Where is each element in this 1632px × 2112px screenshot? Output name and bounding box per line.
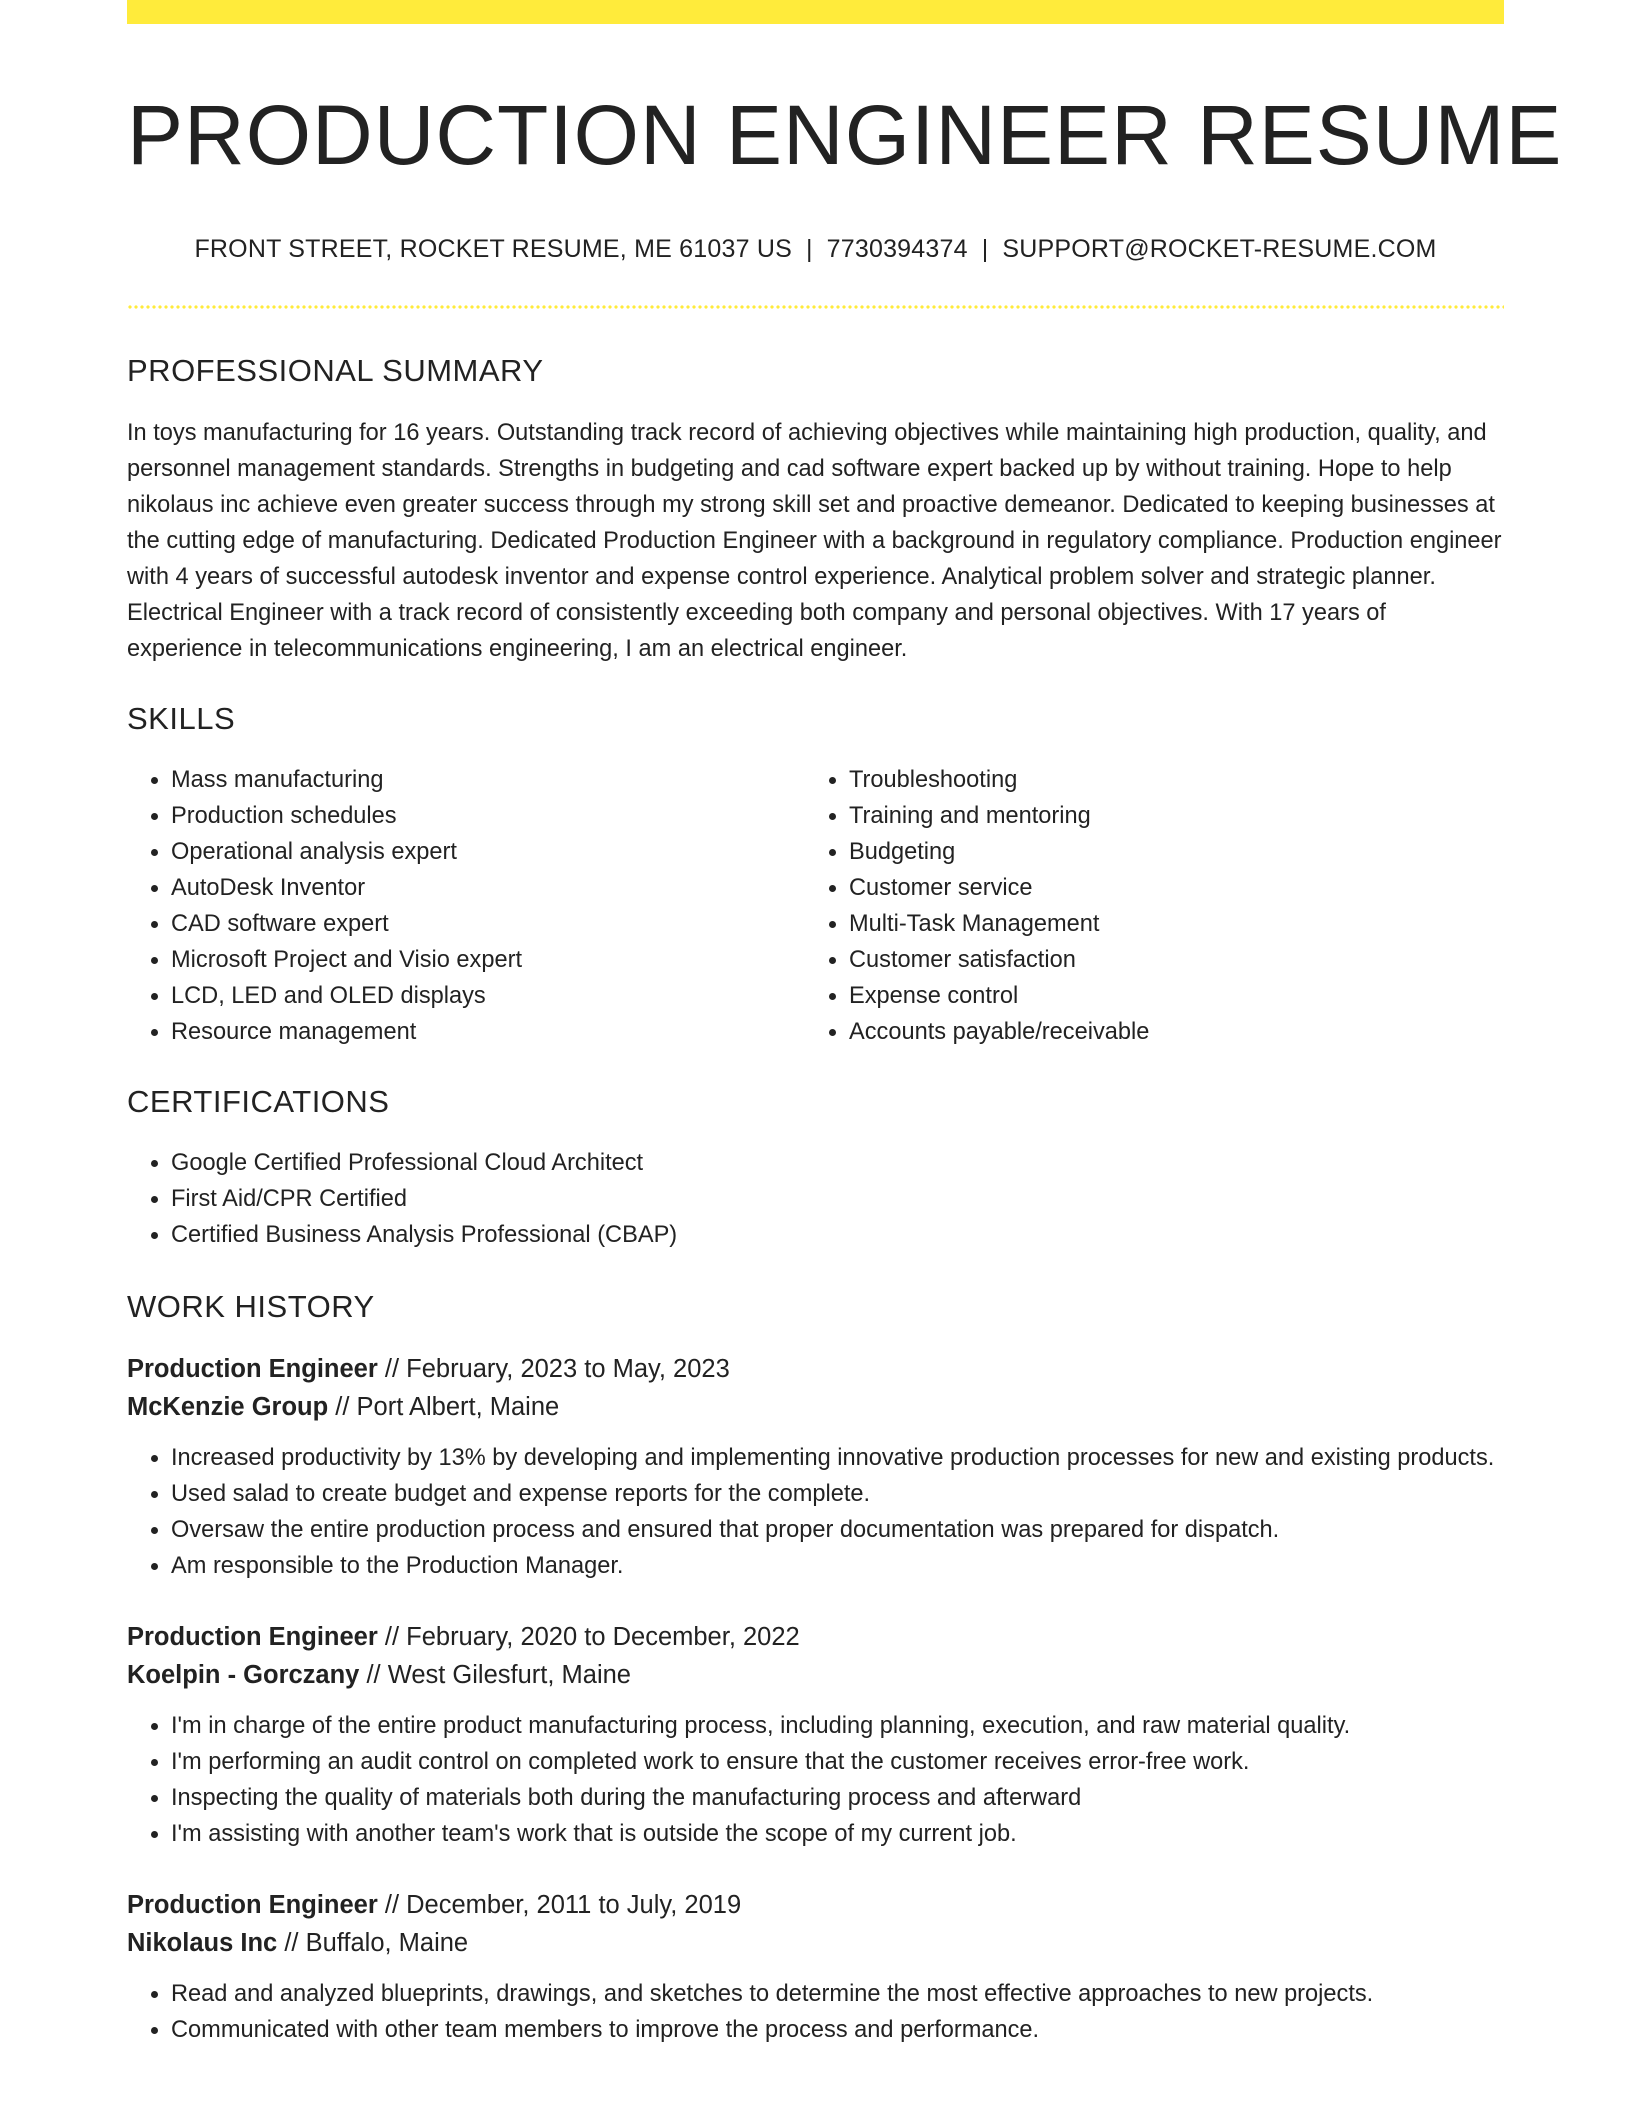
certifications-list (127, 1145, 1504, 1253)
job-bullet: • Read and analyzed blueprints, drawings, and sketches to determine the most effective approaches to new projects. (171, 1976, 1504, 2012)
skill-item: • AutoDesk Inventor (171, 870, 805, 906)
job-dates: // December, 2011 to July, 2019 (384, 1891, 742, 1919)
section-heading-certifications: CERTIFICATIONS (127, 1084, 390, 1119)
skill-item: • Training and mentoring (849, 798, 1483, 834)
skill-item: • Multi-Task Management (849, 906, 1483, 942)
job-bullet: • I'm assisting with another team's work that is outside the scope of my current job. (171, 1816, 1504, 1852)
contact-separator: | (981, 235, 989, 263)
job-entry (127, 1618, 1504, 1852)
job-bullets (127, 1708, 1504, 1852)
job-title-line (127, 1350, 1504, 1388)
certification-item: • Google Certified Professional Cloud Architect (171, 1145, 1504, 1181)
contact-line (127, 234, 1504, 264)
job-bullet: • Increased productivity by 13% by developing and implementing innovative production processes for new and existing products. (171, 1440, 1504, 1476)
dotted-divider (127, 305, 1504, 309)
job-company-line (127, 1924, 1504, 1962)
skills-list-right (805, 762, 1483, 1050)
contact-email: SUPPORT@ROCKET-RESUME.COM (1002, 235, 1437, 263)
skill-item: • Expense control (849, 978, 1483, 1014)
skill-item: • Mass manufacturing (171, 762, 805, 798)
skill-item: • Customer service (849, 870, 1483, 906)
job-company: Koelpin - Gorczany (127, 1661, 360, 1689)
contact-address: FRONT STREET, ROCKET RESUME, ME 61037 US (194, 235, 792, 263)
skills-grid (127, 762, 1504, 1050)
skill-item: • LCD, LED and OLED displays (171, 978, 805, 1014)
job-title-line (127, 1618, 1504, 1656)
skill-item: • CAD software expert (171, 906, 805, 942)
job-dates: // February, 2023 to May, 2023 (384, 1355, 730, 1383)
job-bullet: • Inspecting the quality of materials both during the manufacturing process and afterward (171, 1780, 1504, 1816)
job-bullet: • Communicated with other team members to improve the process and performance. (171, 2012, 1504, 2048)
summary-text: In toys manufacturing for 16 years. Outstanding track record of achieving objectives while maintaining high production, quality, and personnel management standards. Strengths in budgeting and cad software expert backed up by without training. Hope to help nikolaus inc achieve even greater success through my strong skill set and proactive demeanor. Dedicated to keeping businesses at the cutting edge of manufacturing. Dedicated Production Engineer with a background in regulatory compliance. Production engineer with 4 years of successful autodesk inventor and expense control experience. Analytical problem solver and strategic planner. Electrical Engineer with a track record of consistently exceeding both company and personal objectives. With 17 years of experience in telecommunications engineering, I am an electrical engineer. (127, 420, 1502, 662)
job-bullet: • I'm in charge of the entire product manufacturing process, including planning, execution, and raw material quality. (171, 1708, 1504, 1744)
job-company-line (127, 1388, 1504, 1426)
contact-phone: 7730394374 (826, 235, 968, 263)
job-bullet: • Oversaw the entire production process and ensured that proper documentation was prepared for dispatch. (171, 1512, 1504, 1548)
accent-top-bar (127, 0, 1504, 24)
skill-item: • Production schedules (171, 798, 805, 834)
job-entry (127, 1886, 1504, 2048)
skills-list-left (127, 762, 805, 1050)
skill-item: • Budgeting (849, 834, 1483, 870)
job-bullets (127, 1440, 1504, 1584)
job-title: Production Engineer (127, 1623, 378, 1651)
section-heading-summary: PROFESSIONAL SUMMARY (127, 353, 544, 388)
skill-item: • Accounts payable/receivable (849, 1014, 1483, 1050)
job-title: Production Engineer (127, 1355, 378, 1383)
job-location: // Buffalo, Maine (284, 1929, 469, 1957)
job-location: // West Gilesfurt, Maine (366, 1661, 631, 1689)
section-heading-skills: SKILLS (127, 701, 236, 736)
job-company: Nikolaus Inc (127, 1929, 278, 1957)
job-bullet: • Used salad to create budget and expense reports for the complete. (171, 1476, 1504, 1512)
job-company-line (127, 1656, 1504, 1694)
job-bullet: • Am responsible to the Production Manager. (171, 1548, 1504, 1584)
certification-item: • Certified Business Analysis Professional (CBAP) (171, 1217, 1504, 1253)
skill-item: • Microsoft Project and Visio expert (171, 942, 805, 978)
section-heading-work-history: WORK HISTORY (127, 1289, 375, 1324)
job-title-line (127, 1886, 1504, 1924)
job-entry (127, 1350, 1504, 1584)
page-title: PRODUCTION ENGINEER RESUME (127, 88, 1563, 182)
job-company: McKenzie Group (127, 1393, 329, 1421)
contact-separator: | (805, 235, 813, 263)
job-bullets (127, 1976, 1504, 2048)
certification-item: • First Aid/CPR Certified (171, 1181, 1504, 1217)
job-location: // Port Albert, Maine (335, 1393, 560, 1421)
skill-item: • Resource management (171, 1014, 805, 1050)
resume-page (127, 0, 1563, 2048)
skill-item: • Operational analysis expert (171, 834, 805, 870)
job-title: Production Engineer (127, 1891, 378, 1919)
job-bullet: • I'm performing an audit control on completed work to ensure that the customer receives error-free work. (171, 1744, 1504, 1780)
job-dates: // February, 2020 to December, 2022 (384, 1623, 800, 1651)
skill-item: • Troubleshooting (849, 762, 1483, 798)
skill-item: • Customer satisfaction (849, 942, 1483, 978)
